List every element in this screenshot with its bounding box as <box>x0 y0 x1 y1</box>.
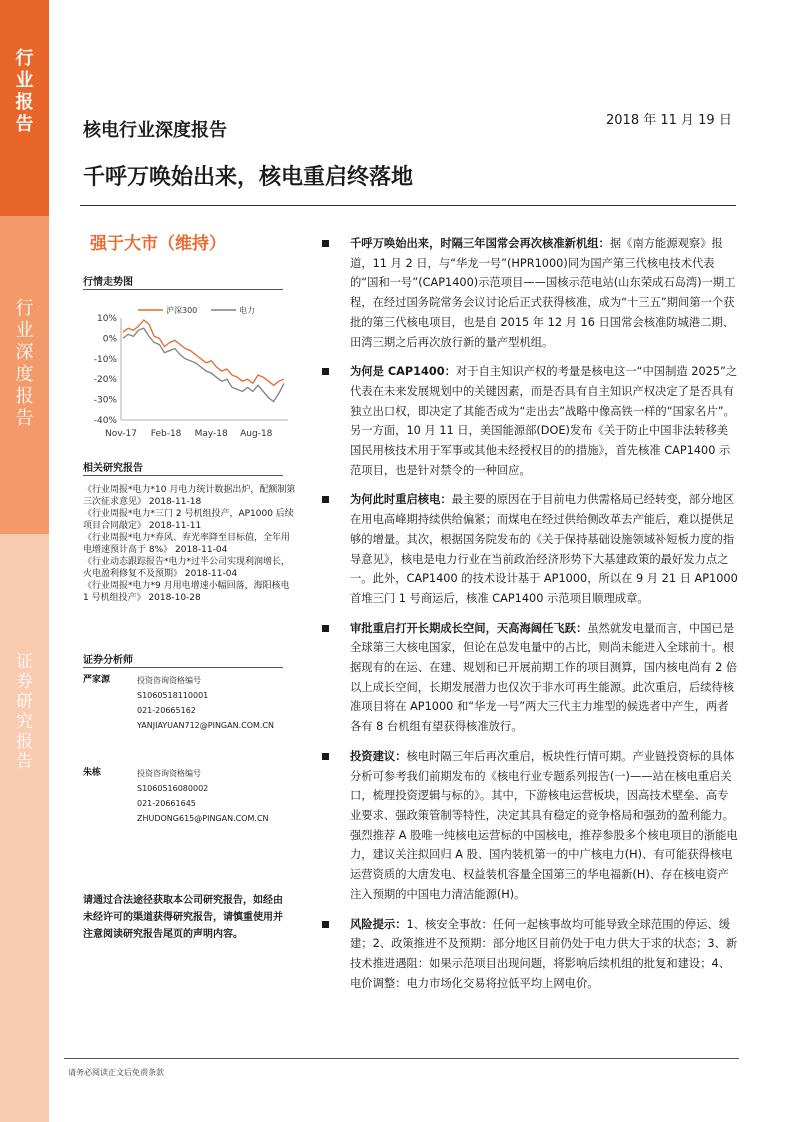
related-report-item[interactable]: 《行业周报*电力*三门 2 号机组投产，AP1000 后续项目合同敲定》 2018-11-11 <box>83 509 294 531</box>
band-char: 告 <box>15 114 34 135</box>
x-tick-label: Aug-18 <box>240 429 273 439</box>
related-heading-rule <box>83 475 283 476</box>
x-tick-label: May-18 <box>194 429 228 439</box>
side-band-depth-report <box>0 216 49 534</box>
bullet-text: 据《南方能源观察》报道，11 月 2 日，与“华龙一号”(HPR1000)同为国产第三代核电技术代表的“国和一号”(CAP1400)示范项目——国核示范电站(山东荣成石岛湾)一期工程，在经过国务院常务会议讨论后正式获得核准，成为“十三五”期间第一个获批的第三代核电项目，也是自 2015 年 12 月 16 日国常会核准防城港二期、田湾三期之后再次放行新的量产型机组。 <box>350 237 736 349</box>
bullet-lead: 为何此时重启核电： <box>350 493 452 507</box>
band-char: 行 <box>15 48 34 69</box>
analyst-card <box>83 673 298 753</box>
band-char: 行 <box>15 298 34 319</box>
footer-note: 请务必阅读正文后免责条款 <box>68 1068 164 1077</box>
chart-heading-rule <box>83 289 283 290</box>
band-char: 度 <box>15 364 34 385</box>
side-band-securities-research <box>0 534 49 1122</box>
related-reports-list <box>83 484 298 604</box>
legend-label-hs300: 沪深300 <box>166 306 198 315</box>
related-report-item[interactable]: 《行业周报*电力*弃风、弃光率降至目标值，全年用电增速预计高于 8%》 2018-11-04 <box>83 533 291 555</box>
bullet-paragraph <box>322 490 738 608</box>
band-char: 报 <box>15 92 34 113</box>
analyst-email[interactable]: YANJIAYUAN712@PINGAN.COM.CN <box>137 721 275 730</box>
band-char: 报 <box>15 386 34 407</box>
band-char: 证 <box>16 652 33 672</box>
analyst-email[interactable]: ZHUDONG615@PINGAN.COM.CN <box>137 814 269 823</box>
analyst-phone: 021-20661645 <box>137 799 196 808</box>
bullet-square-icon <box>322 625 329 632</box>
bullet-paragraph <box>322 619 738 737</box>
report-date: 2018 年 11 月 19 日 <box>606 113 732 128</box>
footer-divider <box>64 1058 739 1059</box>
y-tick-label: 0% <box>102 334 117 345</box>
report-type: 核电行业深度报告 <box>83 120 227 141</box>
band-char: 告 <box>15 408 34 429</box>
bullet-lead: 审批重启打开长期成长空间，天高海阔任飞跃： <box>350 621 588 635</box>
bullet-square-icon <box>322 496 329 503</box>
analyst-phone: 021-20665162 <box>137 706 196 715</box>
band-char: 券 <box>16 672 33 692</box>
page-title: 千呼万唤始出来，核电重启终落地 <box>83 165 414 190</box>
y-tick-label: -30% <box>93 395 117 406</box>
bullet-text: 最主要的原因在于目前电力供需格局已经转变，部分地区在用电高峰期持续供给偏紧；而煤电在经过供给侧改革去产能后，难以提供足够的增量。其次，根据国务院发布的《关于保持基础设施领域补短板力度的指导意见》，核电是电力行业在当前政治经济形势下大基建政策的最好发力点之一。此外，CAP1400 的技术设计基于 AP1000，所以在 9 月 21 日 AP1000 首堆三门 1 号商运后，核准 CAP1400 示范项目顺理成章。 <box>350 493 738 605</box>
band-char: 深 <box>15 342 34 363</box>
related-report-item[interactable]: 《行业周报*电力*9 月用电增速小幅回落，海阳核电 1 号机组投产》 2018-10-28 <box>83 581 290 603</box>
x-tick-label: Nov-17 <box>104 429 138 439</box>
analyst-cert-number: S1060518110001 <box>137 691 209 700</box>
access-disclaimer: 请通过合法途径获取本公司研究报告，如经由未经许可的渠道获得研究报告，请慎重使用并注意阅读研究报告尾页的声明内容。 <box>83 895 283 940</box>
analyst-cert-label: 投资咨询资格编号 <box>137 676 201 685</box>
related-report-item[interactable]: 《行业周报*电力*10 月电力统计数据出炉，配额制第三次征求意见》 2018-11-18 <box>83 485 296 507</box>
legend-label-power: 电力 <box>239 306 255 315</box>
bullet-lead: 千呼万唤始出来，时隔三年国常会再次核准新机组： <box>350 237 610 250</box>
bullet-lead: 投资建议： <box>350 749 407 763</box>
bullet-paragraph <box>322 234 738 352</box>
analyst-info <box>137 766 297 826</box>
bullet-text: 虽然就发电量而言，中国已是全球第三大核电国家，但论在总发电量中的占比，则尚未能进入全球前十。根据现有的在运、在建、规划和已开展前期工作的项目测算，国内核电尚有 2 倍以上成长空间，长期发展潜力也仅次于非水可再生能源。此次重启，后续待核准项目将在 AP1000 和“华龙一号”两大三代主力堆型的候选者中产生，两者各有 8 台机组有望获得核准放行。 <box>350 621 738 734</box>
analysts-heading-rule <box>83 667 283 668</box>
analysts-heading: 证券分析师 <box>83 655 133 666</box>
bullet-lead: 为何是 CAP1400： <box>350 365 456 379</box>
chart-heading: 行情走势图 <box>83 277 133 288</box>
related-heading: 相关研究报告 <box>83 463 143 474</box>
y-tick-label: -20% <box>93 375 117 386</box>
analyst-card <box>83 766 298 831</box>
y-tick-label: -40% <box>93 416 117 426</box>
band-char: 报 <box>16 732 33 752</box>
bullet-square-icon <box>322 921 329 928</box>
side-band-industry-report <box>0 0 49 216</box>
analyst-info <box>137 673 297 733</box>
bullet-paragraph <box>322 915 738 994</box>
band-char: 研 <box>16 692 33 712</box>
bullet-square-icon <box>322 240 329 247</box>
band-char: 究 <box>16 712 33 732</box>
rating-badge: 强于大市（维持） <box>90 234 226 254</box>
series-line-hs300 <box>123 320 284 385</box>
x-tick-label: Feb-18 <box>150 429 182 439</box>
analyst-cert-number: S1060516080002 <box>137 784 209 793</box>
bullet-text: 对于自主知识产权的考量是核电这一“中国制造 2025”之代表在未来发展规划中的关键因素，而是否具有自主知识产权决定了是否具有独立出口权，即决定了其能否成为“走出去”战略中像高铁一样的“国家名片”。另一方面，10 月 11 日，美国能源部(DOE)发布《关于防止中国非法转移美国民用核技术用于军事或其他未经授权目的的措施》，首先核准 CAP1400 示范项目，也是针对禁令的一种回应。 <box>350 365 738 477</box>
related-report-item[interactable]: 《行业动态跟踪报告*电力*过半公司实现利润增长，火电盈利修复不及预期》 2018-11-04 <box>83 557 291 579</box>
price-trend-chart <box>83 298 288 448</box>
title-divider <box>80 205 736 206</box>
main-content <box>322 234 738 1003</box>
bullet-lead: 风险提示： <box>350 917 407 931</box>
bullet-text: 核电时隔三年后再次重启，板块性行情可期。产业链投资标的具体分析可参考我们前期发布的《核电行业专题系列报告(一)——站在核电重启关口，梳理投资逻辑与标的》。其中，下游核电运营板块，因高技术壁垒、高专业要求、强政策管制等特性，决定其具有稳定的竞争格局和强劲的盈利能力。强烈推荐 A 股唯一纯核电运营标的中国核电，推荐参股多个核电项目的浙能电力，建议关注拟回归 A 股、国内装机第一的中广核电力(H)、有可能获得核电运营资质的大唐发电、权益装机容量全国第三的华电福新(H)、存在核电资产注入预期的中国电力清洁能源(H)。 <box>350 749 738 901</box>
bullet-square-icon <box>322 753 329 760</box>
analyst-cert-label: 投资咨询资格编号 <box>137 769 201 778</box>
band-char: 业 <box>15 320 34 341</box>
bullet-text: 1、核安全事故：任何一起核事故均可能导致全球范围的停运、缓建；2、政策推进不及预期：部分地区目前仍处于电力供大于求的状态；3、新技术推进遇阻：如果示范项目出现问题，将影响后续机组的批复和建设；4、电价调整：电力市场化交易将拉低平均上网电价。 <box>350 917 738 990</box>
y-tick-label: 10% <box>96 314 117 324</box>
band-char: 业 <box>15 70 34 91</box>
series-line-power <box>123 328 284 401</box>
analyst-name: 严家源 <box>83 675 111 685</box>
y-tick-label: -10% <box>93 354 117 365</box>
bullet-paragraph <box>322 747 738 905</box>
band-char: 告 <box>16 752 33 772</box>
chart-legend <box>138 305 255 315</box>
bullet-square-icon <box>322 368 329 375</box>
analyst-name: 朱栋 <box>83 768 102 778</box>
bullet-paragraph <box>322 362 738 480</box>
